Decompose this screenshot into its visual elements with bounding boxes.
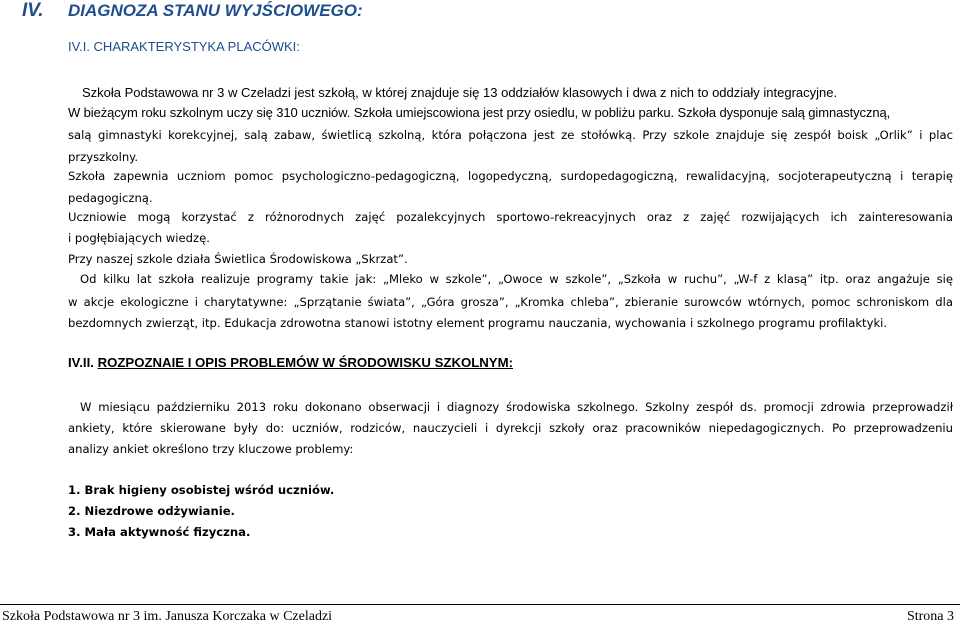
footer-page-number: Strona 3	[906, 609, 954, 624]
paragraph-line: ankiety, które skierowane były do: uczniów, rodziców, nauczycieli i dyrekcji szkoły oraz pracowników niepedagogicznych. Po przeprowadzeniu	[68, 421, 953, 435]
chapter-heading	[22, 0, 363, 22]
chapter-number: IV.	[22, 0, 44, 21]
section-title: ROZPOZNAIE I OPIS PROBLEMÓW W ŚRODOWISKU SZKOLNYM:	[97, 355, 513, 370]
paragraph-line: W bieżącym roku szkolnym uczy się 310 uczniów. Szkoła umiejscowiona jest przy osiedlu, w pobliżu parku. Szkoła dysponuje salą gimnastyczną,	[68, 105, 891, 120]
section-number: IV.II.	[68, 355, 94, 370]
paragraph-line: Od kilku lat szkoła realizuje programy takie jak: „Mleko w szkole”, „Owoce w szkole”, „Szkoła w ruchu”, „W-f z klasą” itp. oraz angażuje się	[80, 272, 953, 286]
paragraph-line: przyszkolny.	[68, 150, 139, 164]
footer-school-name: Szkoła Podstawowa nr 3 im. Janusza Korczaka w Czeladzi	[2, 609, 333, 624]
problem-item: 1. Brak higieny osobistej wśród uczniów.	[68, 483, 335, 497]
chapter-title: DIAGNOZA STANU WYJŚCIOWEGO:	[68, 1, 363, 20]
paragraph-line: w akcje ekologiczne i charytatywne: „Sprzątanie świata”, „Góra grosza”, „Kromka chleba”, zbieranie surowców wtórnych, pomoc schroniskom dla	[68, 295, 953, 309]
problem-item: 3. Mała aktywność fizyczna.	[68, 525, 251, 539]
paragraph-line: Przy naszej szkole działa Świetlica Środowiskowa „Skrzat”.	[68, 252, 408, 266]
paragraph-line: salą gimnastyki korekcyjnej, salą zabaw, świetlicą szkolną, która połączona jest ze stołówką. Przy szkole znajduje się zespół boisk „Orlik” i plac	[68, 128, 953, 142]
paragraph-line: Szkoła Podstawowa nr 3 w Czeladzi jest szkołą, w której znajduje się 13 oddziałów klasowych i dwa z nich to oddziały integracyjne.	[82, 85, 838, 100]
section-heading-problemy	[68, 355, 513, 370]
problem-item: 2. Niezdrowe odżywianie.	[68, 504, 235, 518]
paragraph-line: pedagogiczną.	[68, 191, 153, 205]
paragraph-line: Uczniowie mogą korzystać z różnorodnych zajęć pozalekcyjnych sportowo-rekreacyjnych oraz z zajęć rozwijających ich zainteresowania	[68, 210, 953, 224]
section-heading-placowka: IV.I. CHARAKTERYSTYKA PLACÓWKI:	[68, 39, 300, 54]
paragraph-line: analizy ankiet określono trzy kluczowe problemy:	[68, 442, 354, 456]
paragraph-line: i pogłębiających wiedzę.	[68, 231, 210, 245]
paragraph-line: W miesiącu październiku 2013 roku dokonano obserwacji i diagnozy środowiska szkolnego. Szkolny zespół ds. promocji zdrowia przeprowadził	[80, 400, 953, 414]
paragraph-line: Szkoła zapewnia uczniom pomoc psychologiczno-pedagogiczną, logopedyczną, surdopedagogiczną, rewalidacyjną, socjoterapeutyczną i terapię	[68, 169, 953, 183]
paragraph-line: bezdomnych zwierząt, itp. Edukacja zdrowotna stanowi istotny element programu nauczania, wychowania i szkolnego programu profilaktyki.	[68, 316, 888, 330]
footer-divider	[0, 604, 960, 605]
